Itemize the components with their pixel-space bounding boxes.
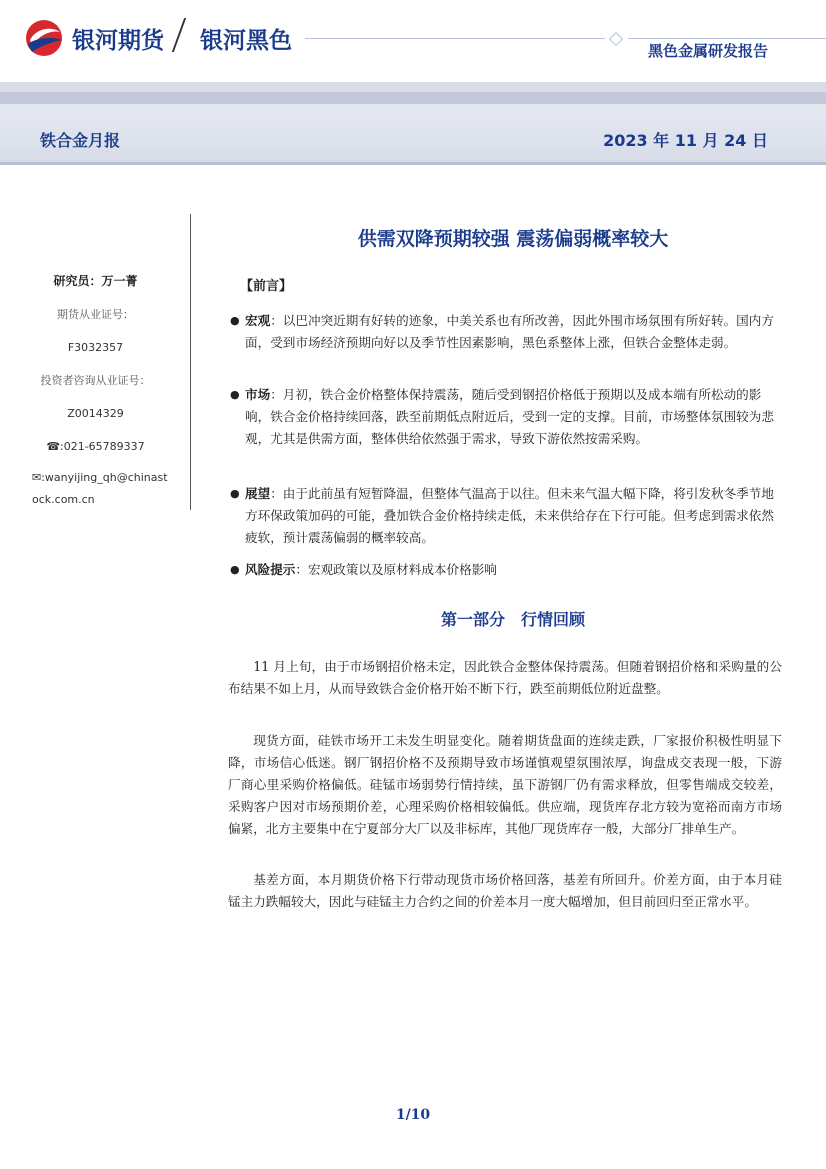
- bullet-outlook: [226, 483, 782, 549]
- page-number: 1/10: [395, 1107, 431, 1123]
- paragraph: 11 月上旬，由于市场钢招价格未定，因此铁合金整体保持震荡。但随着钢招价格和采购量的公布结果不如上月，从而导致铁合金价格开始不断下行，跌至前期低位附近盘整。: [228, 659, 782, 696]
- brand-name: 银河期货: [72, 28, 164, 54]
- bullet-icon: ●: [230, 563, 240, 576]
- report-band: [0, 104, 826, 165]
- license-number: F3032357: [67, 341, 124, 354]
- brand-subname: 银河黑色: [200, 28, 292, 54]
- paragraph: 基差方面，本月期货价格下行带动现货市场价格回落，基差有所回升。价差方面，由于本月硅锰主力跌幅较大，因此与硅锰主力合约之间的价差本月一度大幅增加，但目前回归至正常水平。: [228, 872, 782, 909]
- header-stripe-dark: [0, 92, 826, 104]
- bullet-icon: ●: [230, 388, 240, 401]
- report-date: 2023 年 11 月 24 日: [603, 131, 768, 150]
- preface-label: 【前言】: [240, 279, 293, 294]
- header-stripe: [0, 82, 826, 92]
- section-title: 第一部分 行情回顾: [440, 610, 585, 629]
- paragraph: 现货方面，硅铁市场开工未发生明显变化。随着期货盘面的连续走跌，厂家报价积极性明显下降，市场信心低迷。钢厂钢招价格不及预期导致市场谨慎观望氛围浓厚，询盘成交表现一般，下游厂商心里采购价格偏低。硅锰市场弱势行情持续，虽下游钢厂仍有需求释放，但零售端成交较差，采购客户因对市场预期价差，心理采购价格相较偏低。供应端，现货库存北方较为宽裕而南方市场偏紧，北方主要集中在宁夏部分大厂以及非标库，其他厂现货库存一般，大部分厂排单生产。: [228, 733, 782, 836]
- analyst-name: 研究员：万一菁: [53, 274, 138, 288]
- bullet-icon: ●: [230, 487, 240, 500]
- bullet-key: 宏观: [245, 313, 271, 328]
- bullet-text: ：以巴冲突近期有好转的迹象，中美关系也有所改善，因此外围市场氛围有所好转。国内方面，受到市场经济预期向好以及季节性因素影响，黑色系整体上涨，但铁合金整体走弱。: [245, 313, 774, 350]
- galaxy-logo-icon: [22, 18, 66, 58]
- license-label: 期货从业证号：: [57, 308, 134, 321]
- bullet-risk: [226, 559, 782, 581]
- page-header: [0, 0, 826, 90]
- sidebar-divider: [190, 214, 191, 510]
- header-rule: [305, 38, 605, 39]
- header-rule-right: [628, 38, 826, 39]
- phone-number: ☎:021-65789337: [46, 440, 145, 453]
- bullet-icon: ●: [230, 314, 240, 327]
- bullet-key: 展望: [245, 486, 271, 501]
- article-title: 供需双降预期较强 震荡偏弱概率较大: [357, 228, 669, 250]
- bullet-market: [226, 384, 782, 450]
- advisor-license-number: Z0014329: [67, 407, 124, 420]
- bullet-key: 市场: [245, 387, 271, 402]
- advisor-license-label: 投资者咨询从业证号：: [40, 374, 151, 387]
- bullet-text: ：宏观政策以及原材料成本价格影响: [295, 562, 497, 577]
- bullet-key: 风险提示: [245, 562, 296, 577]
- report-type: 黑色金属研发报告: [647, 42, 768, 60]
- bullet-text: ：由于此前虽有短暂降温，但整体气温高于以往。但未来气温大幅下降，将引发秋冬季节地方环保政策加码的可能，叠加铁合金价格持续走低，未来供给存在下行可能。但考虑到需求依然疲软，预计震荡偏弱的概率较高。: [245, 486, 774, 545]
- report-title: 铁合金月报: [40, 131, 121, 150]
- bullet-macro: [226, 310, 782, 354]
- bullet-text: ：月初，铁合金价格整体保持震荡，随后受到钢招价格低于预期以及成本端有所松动的影响，铁合金价格持续回落，跌至前期低点附近后，受到一定的支撑。目前，市场整体氛围较为悲观，尤其是供需方面，整体供给依然强于需求，导致下游依然按需采购。: [245, 387, 774, 446]
- analyst-sidebar: [18, 265, 173, 511]
- header-diamond-icon: [609, 32, 623, 46]
- brand-divider: [172, 18, 186, 52]
- email-address[interactable]: ✉:wanyijing_qh@chinastock.com.cn: [32, 471, 168, 506]
